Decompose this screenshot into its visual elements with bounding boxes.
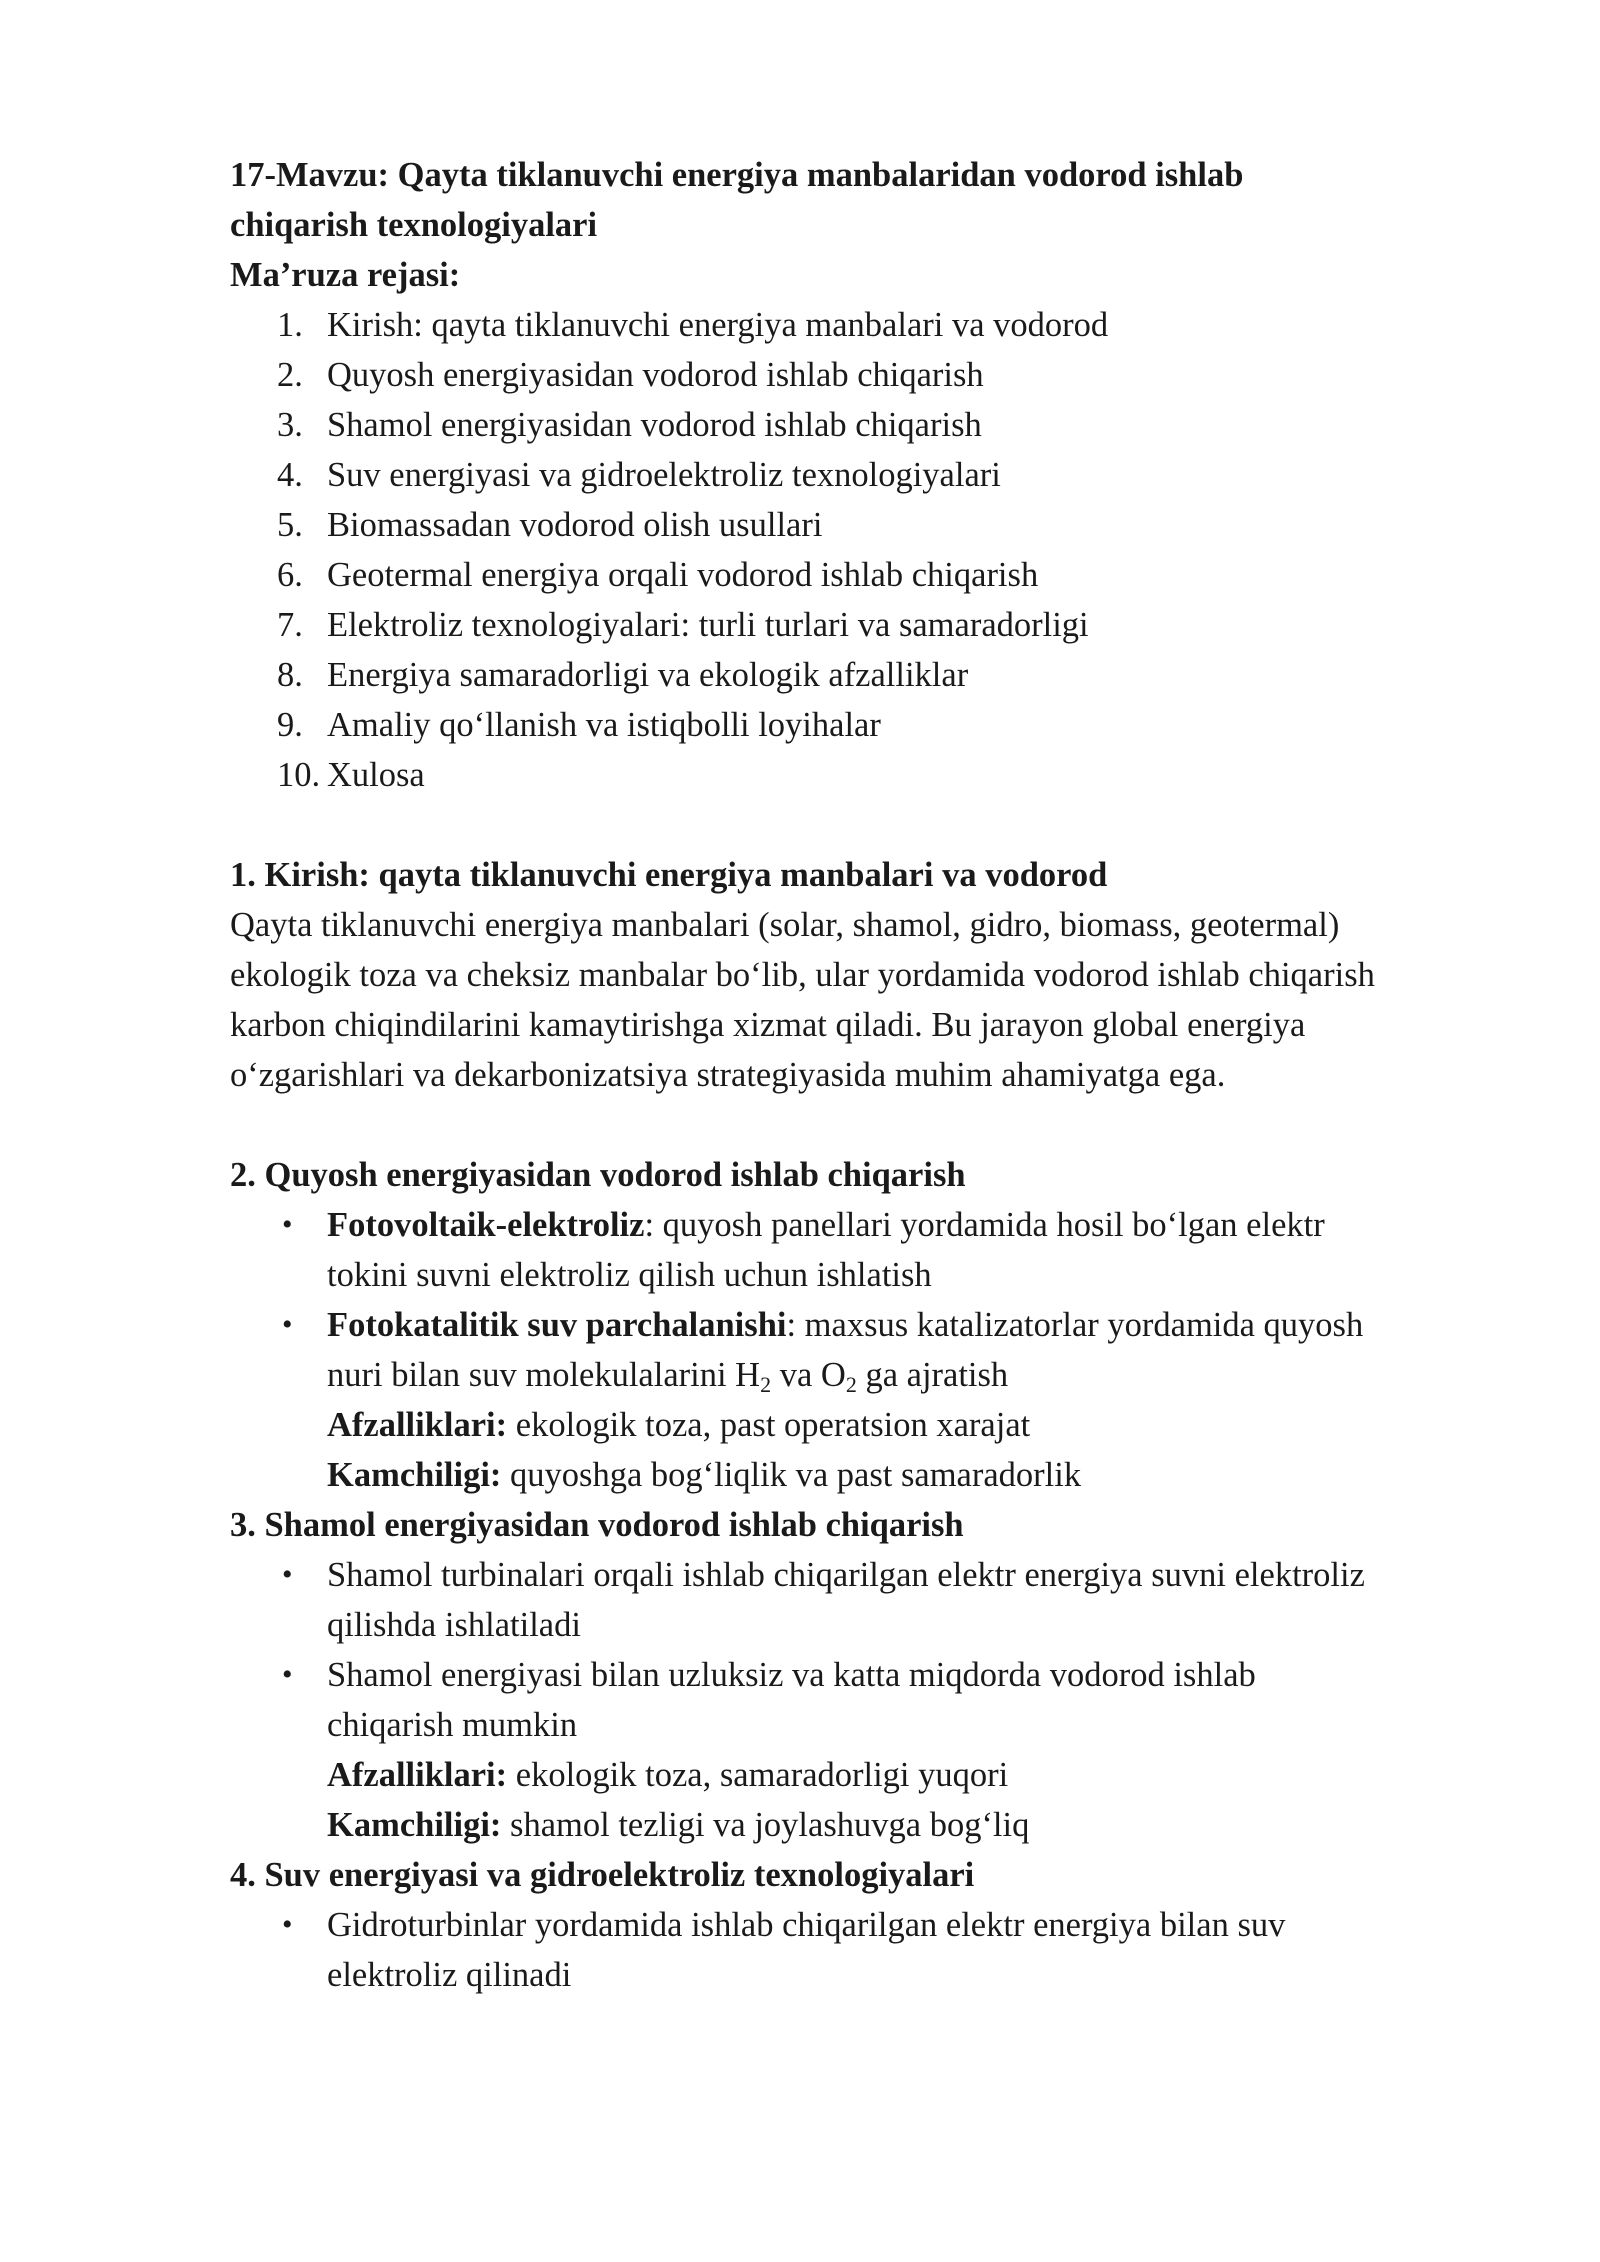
section-1-paragraph-line: ekologik toza va cheksiz manbalar bo‘lib, ular yordamida vodorod ishlab chiqarish — [230, 956, 1375, 994]
plan-item-text: Suv energiyasi va gidroelektroliz texnologiyalari — [327, 456, 1001, 494]
plan-item-text: Quyosh energiyasidan vodorod ishlab chiqarish — [327, 356, 984, 394]
plan-item-text: Kirish: qayta tiklanuvchi energiya manbalari va vodorod — [327, 306, 1109, 344]
section-1-paragraph-line: Qayta tiklanuvchi energiya manbalari (solar, shamol, gidro, biomass, geotermal) — [230, 906, 1340, 944]
plan-item-number: 8. — [277, 656, 303, 694]
bullet-marker: • — [282, 1558, 293, 1591]
plan-heading: Ma’ruza rejasi: — [230, 256, 461, 294]
plan-item-number: 6. — [277, 556, 303, 594]
section-4-bullet-1-line-2: elektroliz qilinadi — [327, 1956, 572, 1994]
document-title-line-1: 17-Mavzu: Qayta tiklanuvchi energiya manbalaridan vodorod ishlab — [230, 156, 1244, 194]
plan-item-number: 1. — [277, 306, 303, 344]
plan-item-text: Biomassadan vodorod olish usullari — [327, 506, 823, 544]
section-3-advantages — [327, 1758, 1008, 1793]
section-1-heading: 1. Kirish: qayta tiklanuvchi energiya manbalari va vodorod — [230, 856, 1108, 894]
term-bold: Fotokatalitik suv parchalanishi — [327, 1306, 787, 1344]
plan-item-number: 4. — [277, 456, 303, 494]
section-3-heading: 3. Shamol energiyasidan vodorod ishlab chiqarish — [230, 1506, 964, 1544]
section-2-bullet-1-line-1 — [327, 1208, 1325, 1243]
section-1-paragraph-line: karbon chiqindilarini kamaytirishga xizmat qiladi. Bu jarayon global energiya — [230, 1006, 1306, 1044]
disadvantages-text: shamol tezligi va joylashuvga bog‘liq — [501, 1806, 1030, 1844]
disadvantages-text: quyoshga bog‘liqlik va past samaradorlik — [501, 1456, 1082, 1494]
subscript: 2 — [760, 1372, 772, 1397]
subscript: 2 — [845, 1372, 857, 1397]
plan-item-text: Xulosa — [327, 756, 425, 794]
disadvantages-label: Kamchiligi: — [327, 1806, 502, 1844]
section-2-bullet-1-line-2: tokini suvni elektroliz qilish uchun ishlatish — [327, 1256, 932, 1294]
term-description: : quyosh panellari yordamida hosil bo‘lgan elektr — [644, 1206, 1325, 1244]
advantages-text: ekologik toza, past operatsion xarajat — [507, 1406, 1031, 1444]
plan-item-number: 2. — [277, 356, 303, 394]
plan-item-text: Elektroliz texnologiyalari: turli turlari va samaradorligi — [327, 606, 1089, 644]
section-1-paragraph-line: o‘zgarishlari va dekarbonizatsiya strategiyasida muhim ahamiyatga ega. — [230, 1056, 1226, 1094]
term-bold: Fotovoltaik-elektroliz — [327, 1206, 645, 1244]
formula-text: nuri bilan suv molekulalarini H — [327, 1356, 761, 1394]
plan-item-number: 9. — [277, 706, 303, 744]
plan-item-text: Shamol energiyasidan vodorod ishlab chiqarish — [327, 406, 982, 444]
section-4-bullet-1-line-1: Gidroturbinlar yordamida ishlab chiqarilgan elektr energiya bilan suv — [327, 1906, 1286, 1944]
section-3-bullet-1-line-2: qilishda ishlatiladi — [327, 1606, 581, 1644]
term-description: : maxsus katalizatorlar yordamida quyosh — [786, 1306, 1364, 1344]
bullet-marker: • — [282, 1908, 293, 1941]
section-2-heading: 2. Quyosh energiyasidan vodorod ishlab chiqarish — [230, 1156, 966, 1194]
document-title-line-2: chiqarish texnologiyalari — [230, 206, 598, 244]
disadvantages-label: Kamchiligi: — [327, 1456, 502, 1494]
section-3-bullet-2-line-1: Shamol energiyasi bilan uzluksiz va katta miqdorda vodorod ishlab — [327, 1656, 1256, 1694]
formula-text: va O — [771, 1356, 846, 1394]
plan-item-text: Geotermal energiya orqali vodorod ishlab chiqarish — [327, 556, 1039, 594]
plan-item-number: 10. — [277, 756, 321, 794]
advantages-text: ekologik toza, samaradorligi yuqori — [507, 1756, 1009, 1794]
bullet-marker: • — [282, 1208, 293, 1241]
bullet-marker: • — [282, 1308, 293, 1341]
plan-item-text: Energiya samaradorligi va ekologik afzalliklar — [327, 656, 969, 694]
section-2-bullet-2-line-1 — [327, 1308, 1363, 1343]
section-4-heading: 4. Suv energiyasi va gidroelektroliz texnologiyalari — [230, 1856, 975, 1894]
section-3-bullet-1-line-1: Shamol turbinalari orqali ishlab chiqarilgan elektr energiya suvni elektroliz — [327, 1556, 1365, 1594]
formula-text: ga ajratish — [856, 1356, 1009, 1394]
advantages-label: Afzalliklari: — [327, 1406, 508, 1444]
plan-item-text: Amaliy qo‘llanish va istiqbolli loyihalar — [327, 706, 881, 744]
section-2-disadvantages — [327, 1458, 1081, 1493]
section-2-advantages — [327, 1408, 1030, 1443]
section-2-bullet-2-line-2 — [327, 1356, 1009, 1397]
bullet-marker: • — [282, 1658, 293, 1691]
plan-item-number: 3. — [277, 406, 303, 444]
section-3-disadvantages — [327, 1808, 1029, 1843]
plan-item-number: 7. — [277, 606, 303, 644]
advantages-label: Afzalliklari: — [327, 1756, 508, 1794]
plan-item-number: 5. — [277, 506, 303, 544]
section-3-bullet-2-line-2: chiqarish mumkin — [327, 1706, 578, 1744]
